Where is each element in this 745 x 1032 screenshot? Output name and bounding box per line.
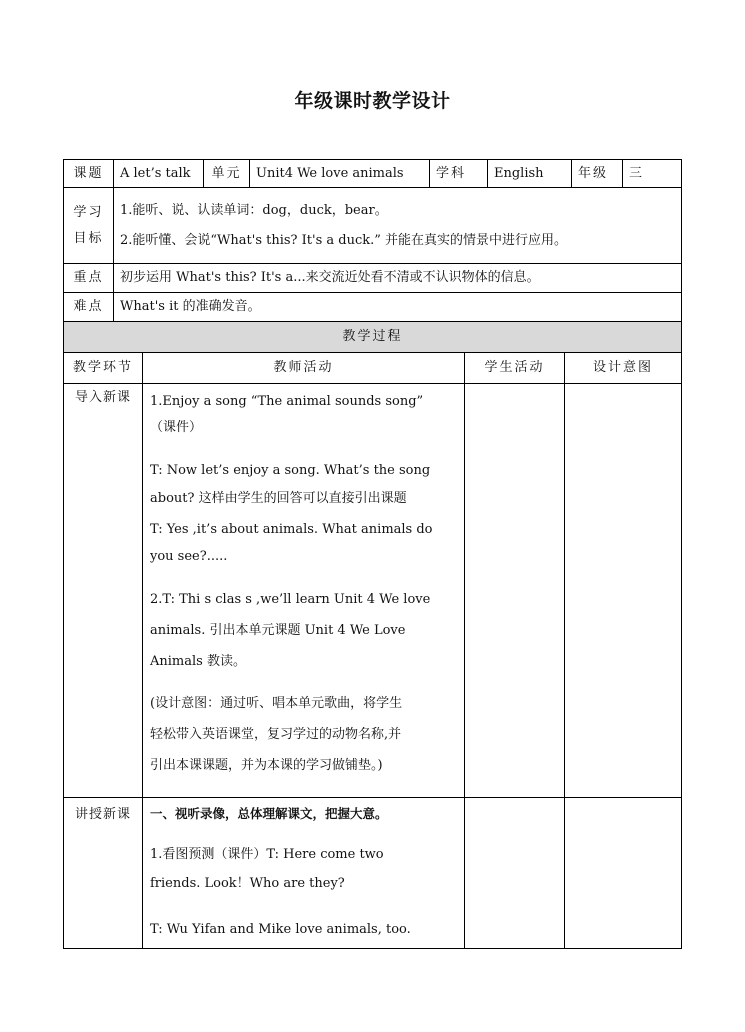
subject-label: 学科 [429,159,488,188]
stage1-student-activity [464,383,565,798]
stage2-line-2: T: Wu Yifan and Mike love animals, too. [150,922,411,937]
difficulty-label: 难点 [63,292,114,322]
col-design-header: 设计意图 [564,352,682,384]
stage2-teacher-activity [142,797,465,949]
document-title: 年级课时教学设计 [294,90,451,112]
objectives-label [63,187,114,264]
subject-value: English [487,159,572,188]
stage1-line-5: you see?..... [150,549,228,564]
stage1-design-intent [564,383,682,798]
objectives-label-line1: 学习 [73,204,104,220]
process-banner: 教学过程 [63,321,682,353]
unit-value: Unit4 We love animals [249,159,430,188]
difficulty-text: What's it 的准确发音。 [113,292,682,322]
grade-value: 三 [622,159,682,188]
unit-label: 单元 [203,159,250,188]
col-student-header: 学生活动 [464,352,565,384]
stage1-line-1: （课件） [150,420,203,435]
topic-label: 课题 [63,159,114,188]
col-teacher-header: 教师活动 [142,352,465,384]
stage1-line-10: 轻松带入英语课堂，复习学过的动物名称,并 [150,727,402,742]
grade-label: 年级 [571,159,623,188]
stage1-teacher-activity [142,383,465,798]
lesson-plan-grid [63,159,682,949]
stage2-line-1: friends. Look！Who are they? [150,876,345,891]
stage1-name: 导入新课 [63,383,143,798]
stage1-line-0: 1.Enjoy a song “The animal sounds song” [150,394,424,409]
stage2-heading: 一、视听录像，总体理解课文，把握大意。 [150,806,388,821]
stage1-line-9: (设计意图：通过听、唱本单元歌曲，将学生 [150,696,403,711]
stage2-student-activity [464,797,565,949]
stage1-line-7: animals. 引出本单元课题 Unit 4 We Love [150,623,406,638]
objectives-content [113,187,682,264]
stage1-line-6: 2.T: Thi s clas s ,we’ll learn Unit 4 We love [150,592,431,607]
stage1-line-8: Animals 教读。 [150,654,246,669]
stage2-line-0: 1.看图预测（课件）T: Here come two [150,847,384,862]
stage2-design-intent [564,797,682,949]
stage1-line-4: T: Yes ,it’s about animals. What animals do [150,522,433,537]
stage1-line-11: 引出本课课题，并为本课的学习做铺垫。) [150,758,383,773]
topic-value: A let’s talk [113,159,204,188]
objectives-label-line2: 目标 [73,230,104,246]
stage1-line-3: about? 这样由学生的回答可以直接引出课题 [150,491,407,506]
objective-item-1: 1.能听、说、认读单词：dog，duck，bear。 [120,202,388,218]
stage2-name: 讲授新课 [63,797,143,949]
key-point-label: 重点 [63,263,114,293]
objective-item-2: 2.能听懂、会说“What's this? It's a duck.” 并能在真实的情景中进行应用。 [120,232,568,248]
col-stage-header: 教学环节 [63,352,143,384]
stage1-line-2: T: Now let’s enjoy a song. What’s the song [150,463,431,478]
key-point-text: 初步运用 What's this? It's a...来交流近处看不清或不认识物体的信息。 [113,263,682,293]
